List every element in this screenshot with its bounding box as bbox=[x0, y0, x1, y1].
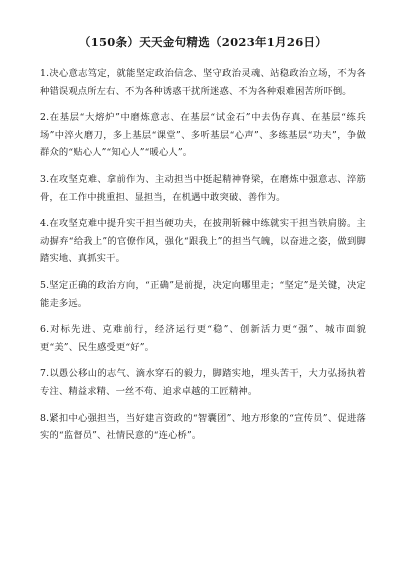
quote-paragraph-6: 6.对标先进、克难前行，经济运行更“稳”、创新活力更“强”、城市面貌更“美”、民生感受更“好”。 bbox=[40, 324, 366, 353]
quote-paragraph-4: 4.在攻坚克难中提升实干担当硬功夫，在披荆斩棘中练就实干担当铁肩膀。主动摒弃“给我上”的官僚作风，强化“跟我上”的担当气魄，以奋进之姿，做到脚踏实地、真抓实干。 bbox=[40, 218, 366, 265]
document-title: （150条）天天金句精选（2023年1月26日） bbox=[78, 35, 328, 49]
quote-paragraph-8: 8.紧扣中心强担当，当好建言资政的“智囊团”、地方形象的“宣传员”、促进落实的“监督员”、社情民意的“连心桥”。 bbox=[40, 412, 366, 442]
quote-paragraph-3: 3.在攻坚克难、拿前作为、主动担当中挺起精神脊梁，在磨炼中强意志、淬筋骨，在工作中挑重担、显担当，在机遇中敢突破、善作为。 bbox=[40, 173, 366, 203]
quote-paragraph-7: 7.以愚公移山的志气、滴水穿石的毅力，脚踏实地，埋头苦干，大力弘扬执着专注、精益求精、一丝不苟、追求卓越的工匠精神。 bbox=[40, 368, 366, 397]
quote-paragraph-2: 2.在基层“大熔炉”中磨炼意志、在基层“试金石”中去伪存真、在基层“练兵场”中淬火磨刀，多上基层“课堂”、多听基层“心声”、多练基层“功夫”，争做群众的“贴心人”“知心人”“暖心人”。 bbox=[40, 112, 366, 159]
quote-paragraph-1: 1.决心意志笃定，就能坚定政治信念、坚守政治灵魂、站稳政治立场，不为各种错误观点所左右、不为各种诱惑干扰所迷惑、不为各种艰难困苦所吓倒。 bbox=[40, 68, 366, 97]
quote-paragraph-5: 5.坚定正确的政治方向，“正确”是前提，决定向哪里走；“坚定”是关键，决定能走多远。 bbox=[40, 279, 366, 309]
